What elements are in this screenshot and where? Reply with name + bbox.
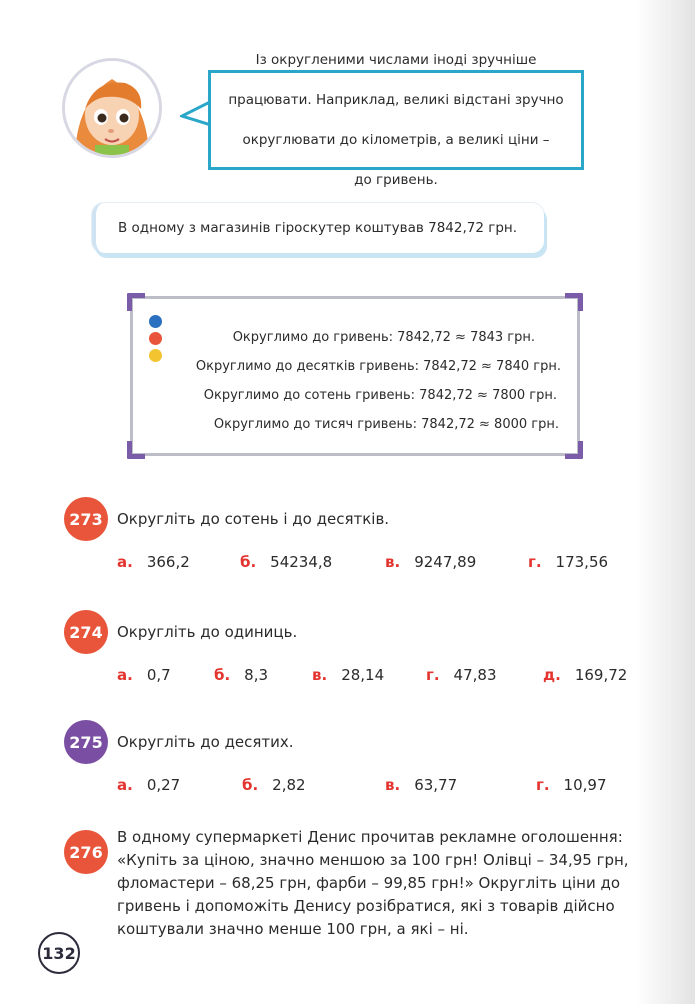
exercise-option xyxy=(385,553,476,571)
exercise-option xyxy=(385,776,457,794)
speech-line: округлювати до кілометрів, а великі ціни – xyxy=(242,132,550,148)
option-letter: а. xyxy=(117,553,133,571)
option-letter: а. xyxy=(117,666,133,684)
exercise-option xyxy=(543,666,627,684)
option-letter: в. xyxy=(385,553,401,571)
red-dot-icon xyxy=(149,332,162,345)
option-letter: в. xyxy=(385,776,401,794)
page-number xyxy=(38,932,80,974)
statement-text: В одному з магазинів гіроскутер коштував 7842,72 грн. xyxy=(118,220,518,236)
exercise-title: Округліть до одиниць. xyxy=(117,623,298,641)
exercise-number: 274 xyxy=(69,622,103,642)
page-number-text: 132 xyxy=(42,943,76,963)
option-value: 8,3 xyxy=(244,666,269,684)
speech-line: до гривень. xyxy=(354,172,438,188)
exercise-text-line: В одному супермаркеті Денис прочитав рекламне оголошення: xyxy=(117,828,623,846)
girl-face-icon xyxy=(65,61,159,155)
exercise-option xyxy=(214,666,268,684)
board-line: Округлимо до тисяч гривень: 7842,72 ≈ 8000 грн. xyxy=(213,417,559,432)
yellow-dot-icon xyxy=(149,349,162,362)
exercise-number-badge xyxy=(64,497,108,541)
exercise-option xyxy=(240,553,332,571)
board-line: Округлимо до гривень: 7842,72 ≈ 7843 грн. xyxy=(232,330,535,345)
option-letter: в. xyxy=(312,666,328,684)
option-value: 169,72 xyxy=(574,666,628,684)
exercise-number: 275 xyxy=(69,732,103,752)
exercise-number-badge xyxy=(64,830,108,874)
option-value: 366,2 xyxy=(146,553,190,571)
exercise-text-line: «Купіть за ціною, значно меншою за 100 грн! Олівці – 34,95 грн, xyxy=(117,851,629,869)
option-value: 173,56 xyxy=(555,553,609,571)
option-value: 2,82 xyxy=(272,776,306,794)
option-value: 0,27 xyxy=(146,776,181,794)
exercise-option xyxy=(536,776,607,794)
board-corner-icon xyxy=(127,293,147,313)
exercise-text-line: гривень і допоможіть Денису розібратися, які з товарів дійсно xyxy=(117,897,615,915)
exercise-number: 273 xyxy=(69,509,103,529)
board-line: Округлимо до десятків гривень: 7842,72 ≈ 7840 грн. xyxy=(195,359,561,374)
exercise-option xyxy=(117,776,180,794)
option-letter: б. xyxy=(214,666,231,684)
rounding-whiteboard xyxy=(130,296,580,456)
option-value: 63,77 xyxy=(414,776,458,794)
exercise-option xyxy=(242,776,306,794)
speech-bubble-text xyxy=(214,30,577,210)
exercise-option xyxy=(426,666,497,684)
speech-line: Із округленими числами іноді зручніше xyxy=(255,52,537,68)
exercise-number: 276 xyxy=(69,842,103,862)
option-value: 9247,89 xyxy=(414,553,477,571)
option-value: 54234,8 xyxy=(270,553,333,571)
option-value: 10,97 xyxy=(563,776,607,794)
board-corner-icon xyxy=(563,293,583,313)
option-letter: б. xyxy=(242,776,259,794)
board-corner-icon xyxy=(127,439,147,459)
option-value: 28,14 xyxy=(341,666,385,684)
option-letter: б. xyxy=(240,553,257,571)
speech-line: працювати. Наприклад, великі відстані зручно xyxy=(228,92,564,108)
exercise-title: Округліть до сотень і до десятків. xyxy=(117,510,390,528)
blue-dot-icon xyxy=(149,315,162,328)
exercise-276-text xyxy=(117,826,647,941)
exercise-option xyxy=(528,553,608,571)
speech-bubble xyxy=(208,52,584,188)
option-value: 0,7 xyxy=(146,666,171,684)
option-letter: г. xyxy=(426,666,440,684)
exercise-option xyxy=(312,666,384,684)
exercise-number-badge xyxy=(64,720,108,764)
exercise-option xyxy=(117,666,171,684)
exercise-title: Округліть до десятих. xyxy=(117,733,294,751)
exercise-text-line: фломастери – 68,25 грн, фарби – 99,85 грн!» Округліть ціни до xyxy=(117,874,621,892)
board-lines xyxy=(171,323,561,439)
girl-avatar xyxy=(62,58,162,158)
exercise-text-line: коштували значно менше 100 грн, а які – ні. xyxy=(117,920,469,938)
exercise-number-badge xyxy=(64,610,108,654)
option-letter: г. xyxy=(528,553,542,571)
board-corner-icon xyxy=(563,439,583,459)
option-letter: г. xyxy=(536,776,550,794)
option-letter: а. xyxy=(117,776,133,794)
option-letter: д. xyxy=(543,666,561,684)
exercise-option xyxy=(117,553,190,571)
option-value: 47,83 xyxy=(453,666,497,684)
statement-box xyxy=(92,203,544,253)
board-line: Округлимо до сотень гривень: 7842,72 ≈ 7800 грн. xyxy=(203,388,557,403)
